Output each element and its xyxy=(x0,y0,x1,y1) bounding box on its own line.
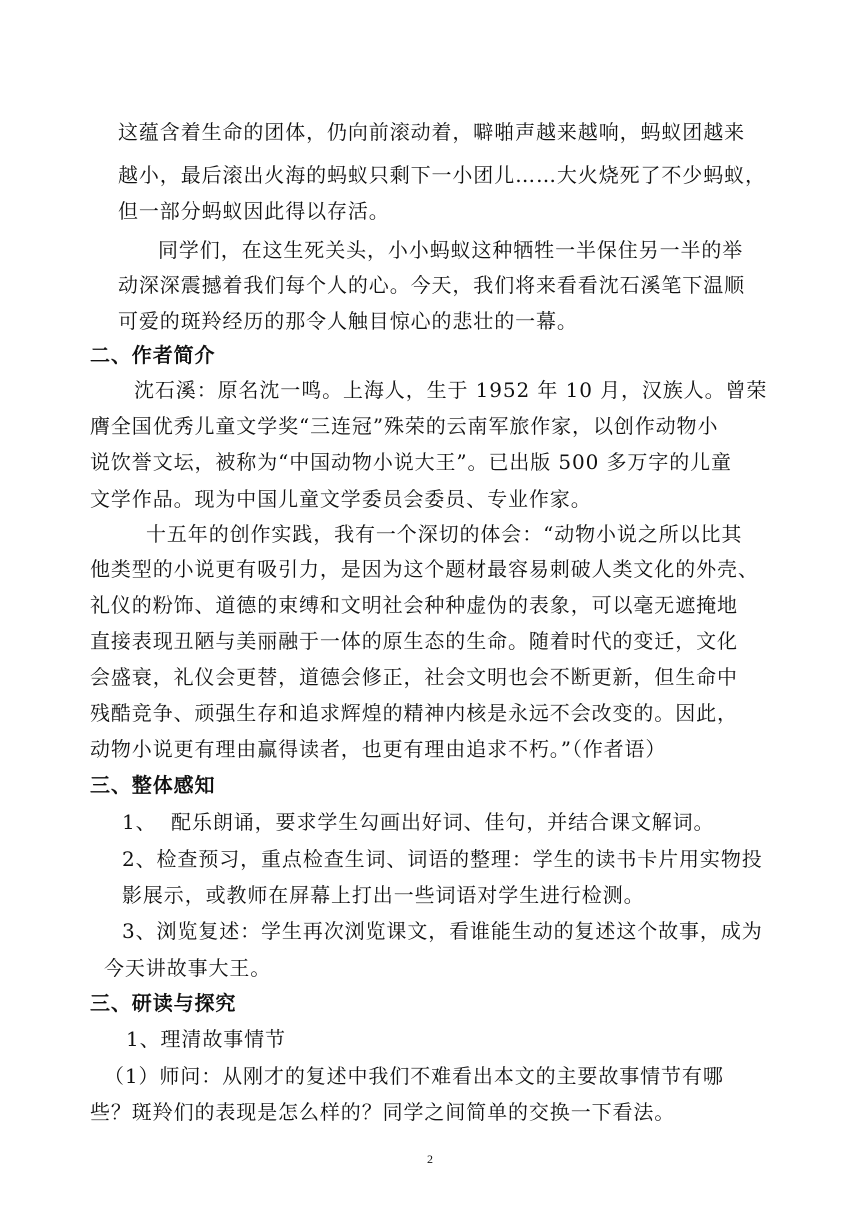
text-line: 膺全国优秀儿童文学奖“三连冠”殊荣的云南军旅作家，以创作动物小 xyxy=(90,414,719,438)
text-line: （1）师问：从刚才的复述中我们不难看出本文的主要故事情节有哪 xyxy=(104,1064,724,1088)
text-line: 动深深震撼着我们每个人的心。今天，我们将来看看沈石溪笔下温顺 xyxy=(118,273,745,297)
text-line: 些？斑羚们的表现是怎么样的？同学之间简单的交换一下看法。 xyxy=(90,1100,676,1124)
text-line: 2、检查预习，重点检查生词、词语的整理：学生的读书卡片用实物投 xyxy=(122,847,763,871)
text-line: 1、 配乐朗诵，要求学生勾画出好词、佳句，并结合课文解词。 xyxy=(122,810,715,834)
text-line: 影展示，或教师在屏幕上打出一些词语对学生进行检测。 xyxy=(122,883,645,907)
text-line: 十五年的创作实践，我有一个深切的体会：“动物小说之所以比其 xyxy=(146,522,743,546)
text-line: 残酷竞争、顽强生存和追求辉煌的精神内核是永远不会改变的。因此， xyxy=(90,701,738,725)
text-line: 同学们，在这生死关头，小小蚂蚁这种牺牲一半保住另一半的举 xyxy=(158,238,744,262)
text-line: 1、理清故事情节 xyxy=(126,1027,286,1051)
text-line: 动物小说更有理由赢得读者，也更有理由追求不朽。”（作者语） xyxy=(90,737,667,761)
text-line: 但一部分蚂蚁因此得以存活。 xyxy=(118,199,390,223)
text-line: 可爱的斑羚经历的那令人触目惊心的悲壮的一幕。 xyxy=(118,309,578,333)
text-line: 3、浏览复述：学生再次浏览课文，看谁能生动的复述这个故事，成为 xyxy=(122,919,763,943)
text-line: 直接表现丑陋与美丽融于一体的原生态的生命。随着时代的变迁，文化 xyxy=(90,629,738,653)
text-line: 这蕴含着生命的团体，仍向前滚动着，噼啪声越来越响，蚂蚁团越来 xyxy=(118,120,745,144)
text-line: 他类型的小说更有吸引力，是因为这个题材最容易刺破人类文化的外壳、 xyxy=(90,557,759,581)
text-line: 今天讲故事大王。 xyxy=(104,956,272,980)
page-number: 2 xyxy=(427,1152,433,1166)
text-line: 文学作品。现为中国儿童文学委员会委员、专业作家。 xyxy=(90,487,592,511)
section-heading: 三、研读与探究 xyxy=(90,991,237,1015)
section-heading: 二、作者简介 xyxy=(90,343,216,367)
text-line: 说饮誉文坛，被称为“中国动物小说大王”。已出版 500 多万字的儿童 xyxy=(90,450,732,474)
section-heading: 三、整体感知 xyxy=(90,773,216,797)
text-line: 沈石溪：原名沈一鸣。上海人，生于 1952 年 10 月，汉族人。曾荣 xyxy=(134,378,768,402)
text-line: 会盛衰，礼仪会更替，道德会修正，社会文明也会不断更新，但生命中 xyxy=(90,665,738,689)
text-line: 越小，最后滚出火海的蚂蚁只剩下一小团儿……大火烧死了不少蚂蚁， xyxy=(118,163,766,187)
text-line: 礼仪的粉饰、道德的束缚和文明社会种种虚伪的表象，可以毫无遮掩地 xyxy=(90,593,738,617)
